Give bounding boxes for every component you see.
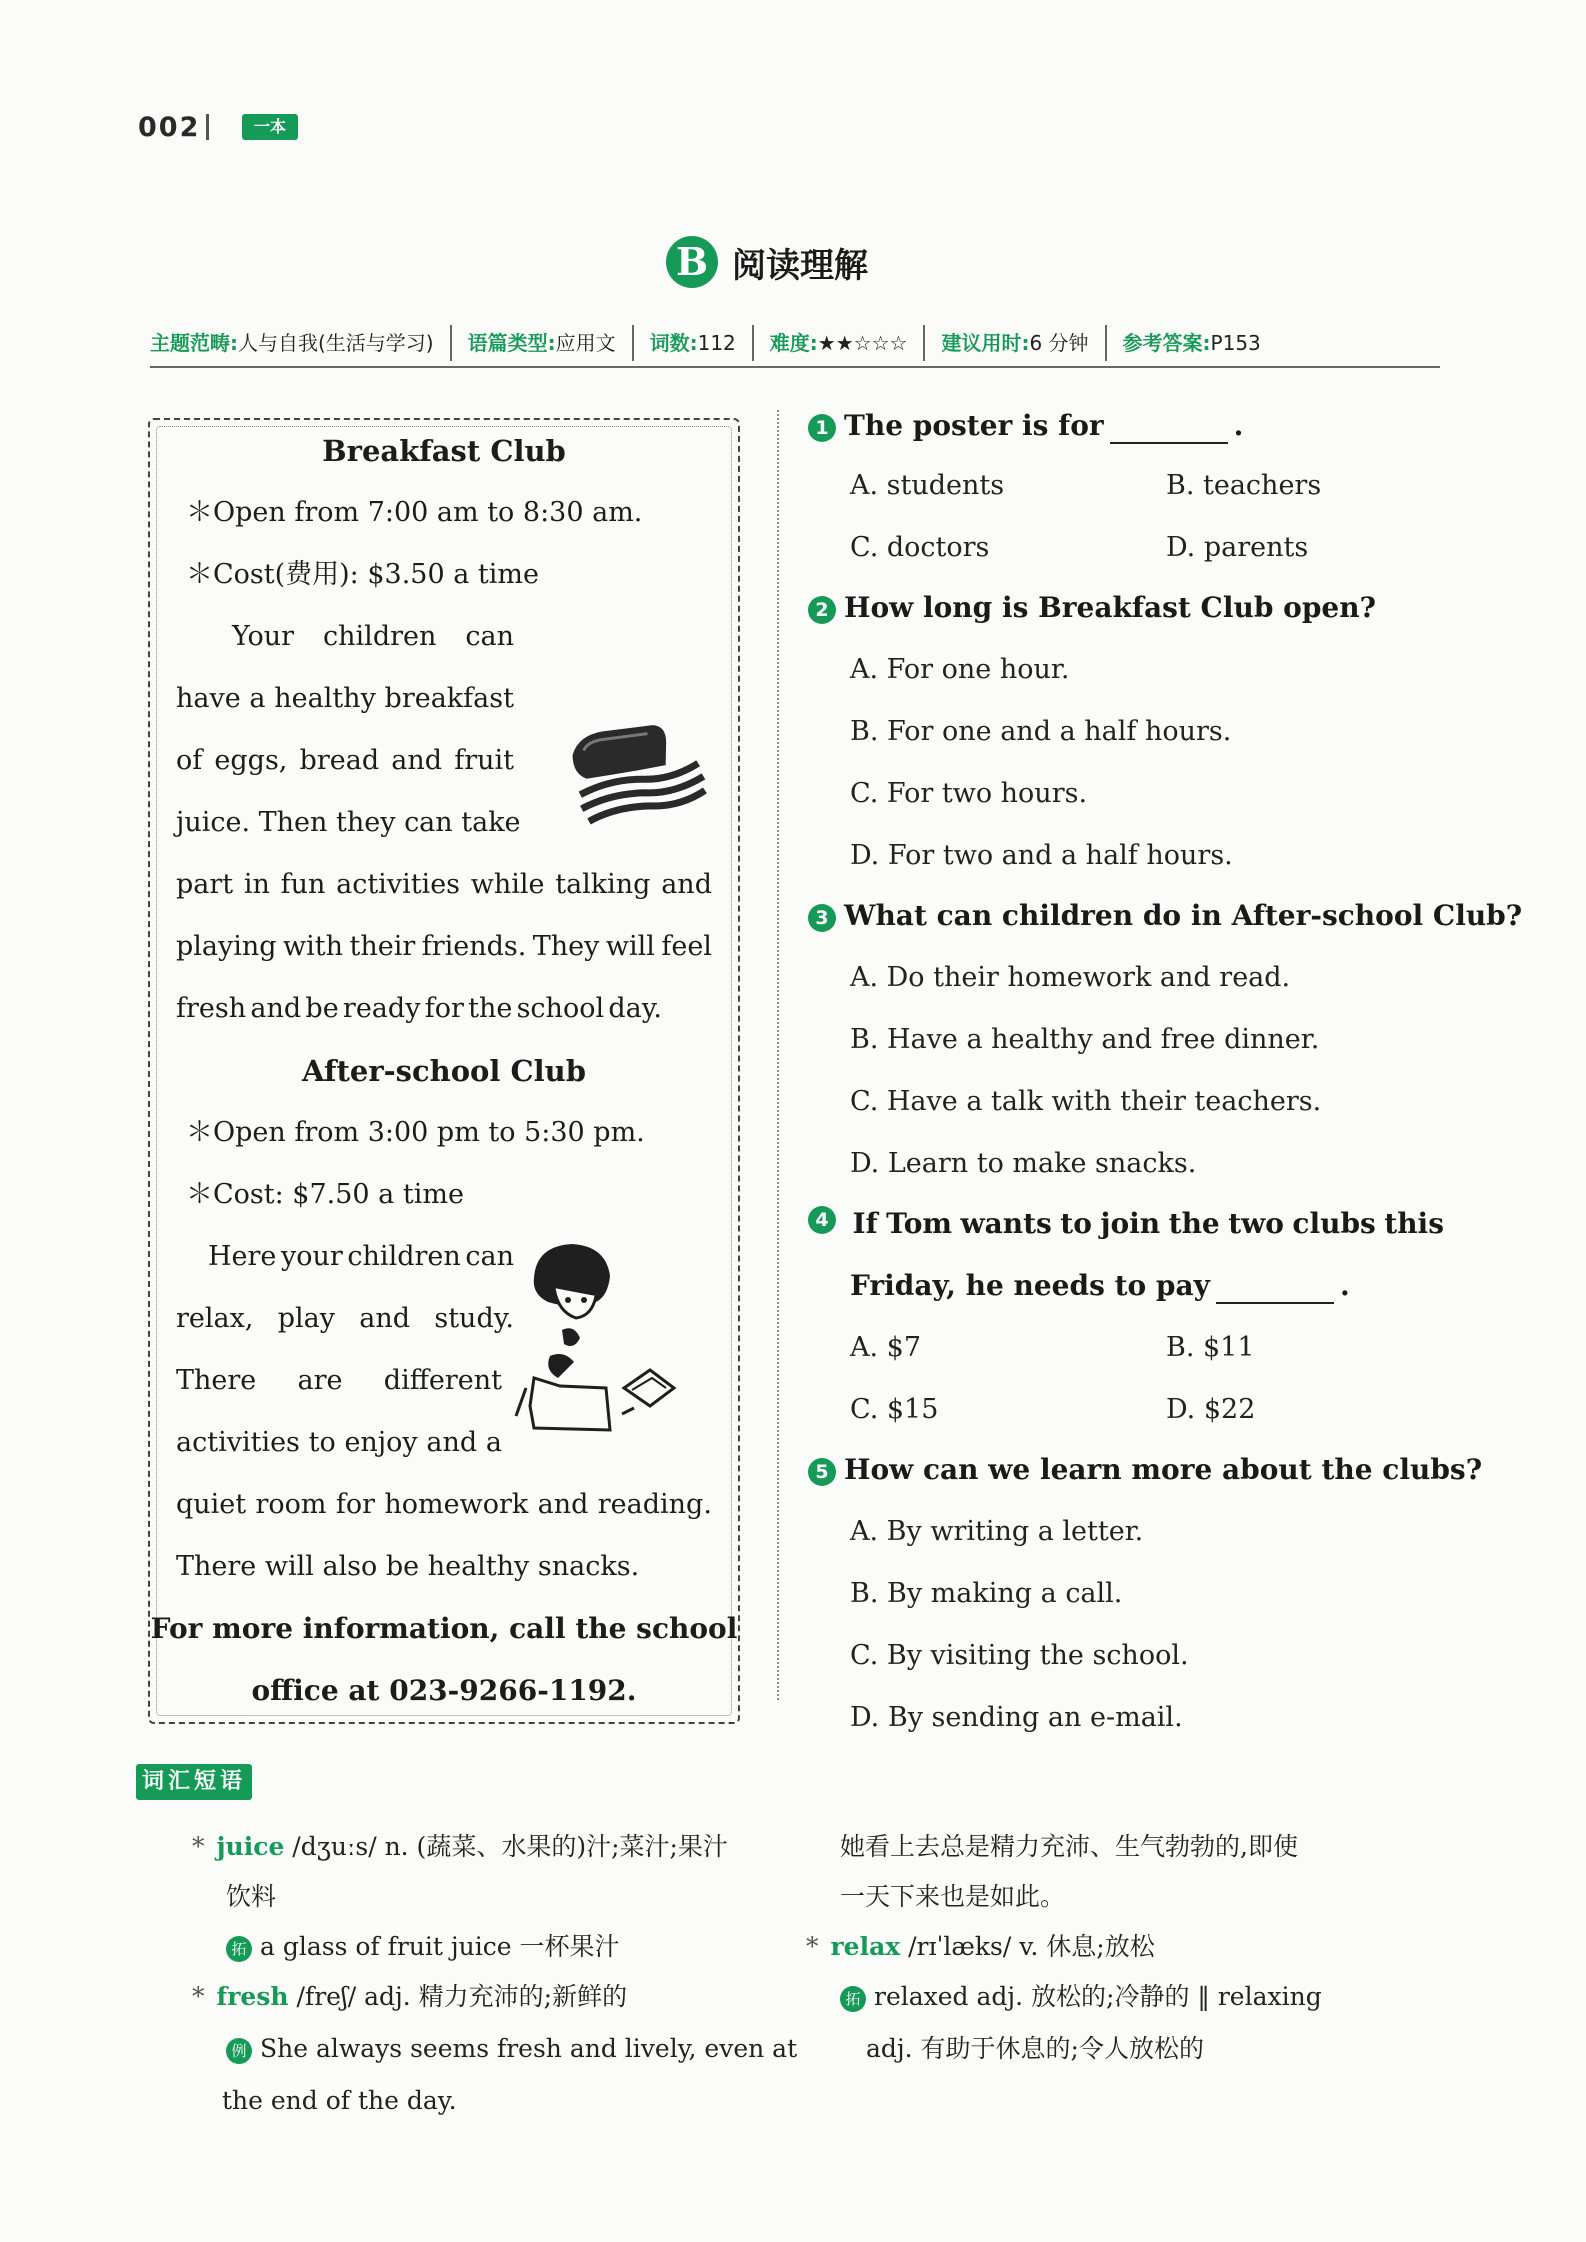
option-4c[interactable]: C. $15	[850, 1394, 939, 1425]
meta-suggested-time: 建议用时:6 分钟	[941, 325, 1106, 361]
after-school-text-line: activities to enjoy and a	[176, 1427, 502, 1458]
header-divider	[206, 114, 209, 140]
meta-text-type: 语篇类型:应用文	[468, 325, 634, 361]
vocab-definition-cont: 饮料	[226, 1882, 277, 1911]
book-tag: 一本	[242, 114, 298, 140]
breakfast-text-line: fresh and be ready for the school day.	[176, 993, 662, 1024]
contact-info-line: office at 023-9266-1192.	[251, 1674, 637, 1707]
after-school-text-line: quiet room for homework and reading.	[176, 1489, 712, 1520]
breakfast-text-line: have a healthy breakfast	[176, 683, 514, 714]
after-school-text-line: relax, play and study.	[176, 1303, 514, 1334]
after-school-cost: ＊Cost: $7.50 a time	[186, 1179, 464, 1210]
breakfast-text-line: part in fun activities while talking and	[176, 869, 712, 900]
question-number-badge: 2	[808, 596, 836, 624]
breakfast-text-line: Your children can	[232, 621, 514, 652]
option-2c[interactable]: C. For two hours.	[850, 778, 1088, 809]
vocab-word: juice	[216, 1832, 285, 1861]
meta-theme: 主题范畴:人与自我(生活与学习)	[150, 325, 452, 361]
question-5: 5 How can we learn more about the clubs?	[808, 1452, 1482, 1488]
question-1: 1 The poster is for .	[808, 408, 1243, 444]
section-badge: B	[666, 236, 718, 288]
section-title: 阅读理解	[732, 245, 868, 286]
vocab-extension: 拓 a glass of fruit juice 一杯果汁	[226, 1930, 620, 1964]
option-1a[interactable]: A. students	[850, 470, 1005, 501]
answer-blank[interactable]	[1110, 416, 1228, 444]
poster-box	[148, 418, 740, 1724]
after-school-text-line: Here your children can	[208, 1241, 514, 1272]
question-4: 4 If Tom wants to join the two clubs this	[808, 1206, 1444, 1242]
after-school-text-line: There will also be healthy snacks.	[176, 1551, 640, 1582]
question-4-line-2: Friday, he needs to pay .	[850, 1269, 1350, 1302]
breakfast-club-title: Breakfast Club	[322, 434, 566, 468]
question-number-badge: 3	[808, 904, 836, 932]
meta-difficulty: 难度:★★☆☆☆	[770, 325, 926, 361]
option-2a[interactable]: A. For one hour.	[850, 654, 1070, 685]
option-4d[interactable]: D. $22	[1166, 1394, 1256, 1425]
extension-icon: 拓	[840, 1986, 866, 2012]
option-2b[interactable]: B. For one and a half hours.	[850, 716, 1232, 747]
option-5a[interactable]: A. By writing a letter.	[850, 1516, 1144, 1547]
star-marker-icon: *	[192, 1832, 205, 1861]
vocab-extension: 拓 relaxed adj. 放松的;冷静的 ‖ relaxing	[840, 1980, 1322, 2014]
vocab-entry-fresh: * fresh /freʃ/ adj. 精力充沛的;新鲜的	[192, 1982, 628, 2011]
option-1c[interactable]: C. doctors	[850, 532, 990, 563]
breakfast-text-line: juice. Then they can take	[176, 807, 521, 838]
question-3: 3 What can children do in After-school Club?	[808, 898, 1522, 934]
after-school-club-title: After-school Club	[302, 1054, 586, 1088]
option-4b[interactable]: B. $11	[1166, 1332, 1255, 1363]
option-1b[interactable]: B. teachers	[1166, 470, 1322, 501]
option-3d[interactable]: D. Learn to make snacks.	[850, 1148, 1197, 1179]
option-3b[interactable]: B. Have a healthy and free dinner.	[850, 1024, 1320, 1055]
question-number-badge: 4	[808, 1206, 836, 1234]
meta-word-count: 词数:112	[650, 325, 754, 361]
vocab-example-translation: 她看上去总是精力充沛、生气勃勃的,即使	[840, 1832, 1298, 1861]
contact-info-line: For more information, call the school	[150, 1612, 738, 1645]
page-number: 002	[138, 112, 201, 143]
extension-icon: 拓	[226, 1936, 252, 1962]
vocab-word: relax	[830, 1932, 901, 1961]
breakfast-text-line: of eggs, bread and fruit	[176, 745, 514, 776]
option-1d[interactable]: D. parents	[1166, 532, 1309, 563]
child-reading-illustration	[514, 1238, 694, 1438]
meta-bar	[150, 320, 1440, 368]
option-4a[interactable]: A. $7	[850, 1332, 922, 1363]
after-school-open-hours: ＊Open from 3:00 pm to 5:30 pm.	[186, 1117, 645, 1148]
option-2d[interactable]: D. For two and a half hours.	[850, 840, 1233, 871]
breakfast-text-line: playing with their friends. They will feel	[176, 931, 712, 962]
after-school-text-line: There are different	[176, 1365, 502, 1396]
vocab-entry-juice: * juice /dʒuːs/ n. (蔬菜、水果的)汁;菜汁;果汁	[192, 1832, 728, 1861]
option-5b[interactable]: B. By making a call.	[850, 1578, 1123, 1609]
vocab-entry-relax: * relax /rɪˈlæks/ v. 休息;放松	[806, 1932, 1155, 1961]
breakfast-open-hours: ＊Open from 7:00 am to 8:30 am.	[186, 497, 643, 528]
example-icon: 例	[226, 2038, 252, 2064]
column-divider	[777, 410, 779, 1700]
bread-illustration	[568, 710, 708, 830]
question-number-badge: 1	[808, 414, 836, 442]
vocab-heading: 词汇短语	[136, 1764, 252, 1800]
question-number-badge: 5	[808, 1458, 836, 1486]
option-3a[interactable]: A. Do their homework and read.	[850, 962, 1291, 993]
breakfast-cost: ＊Cost(费用): $3.50 a time	[186, 559, 539, 590]
star-marker-icon: *	[806, 1932, 819, 1961]
section-heading	[666, 236, 868, 288]
question-2: 2 How long is Breakfast Club open?	[808, 590, 1376, 626]
vocab-example-cont: the end of the day.	[222, 2086, 457, 2115]
vocab-word: fresh	[216, 1982, 289, 2011]
vocab-example-translation: 一天下来也是如此。	[840, 1882, 1066, 1911]
answer-blank[interactable]	[1216, 1276, 1334, 1304]
meta-answer-page: 参考答案:P153	[1122, 331, 1261, 355]
option-5d[interactable]: D. By sending an e-mail.	[850, 1702, 1183, 1733]
option-5c[interactable]: C. By visiting the school.	[850, 1640, 1189, 1671]
option-3c[interactable]: C. Have a talk with their teachers.	[850, 1086, 1322, 1117]
vocab-extension-cont: adj. 有助于休息的;令人放松的	[866, 2034, 1204, 2063]
vocab-example: 例 She always seems fresh and lively, even at	[226, 2032, 797, 2066]
star-marker-icon: *	[192, 1982, 205, 2011]
